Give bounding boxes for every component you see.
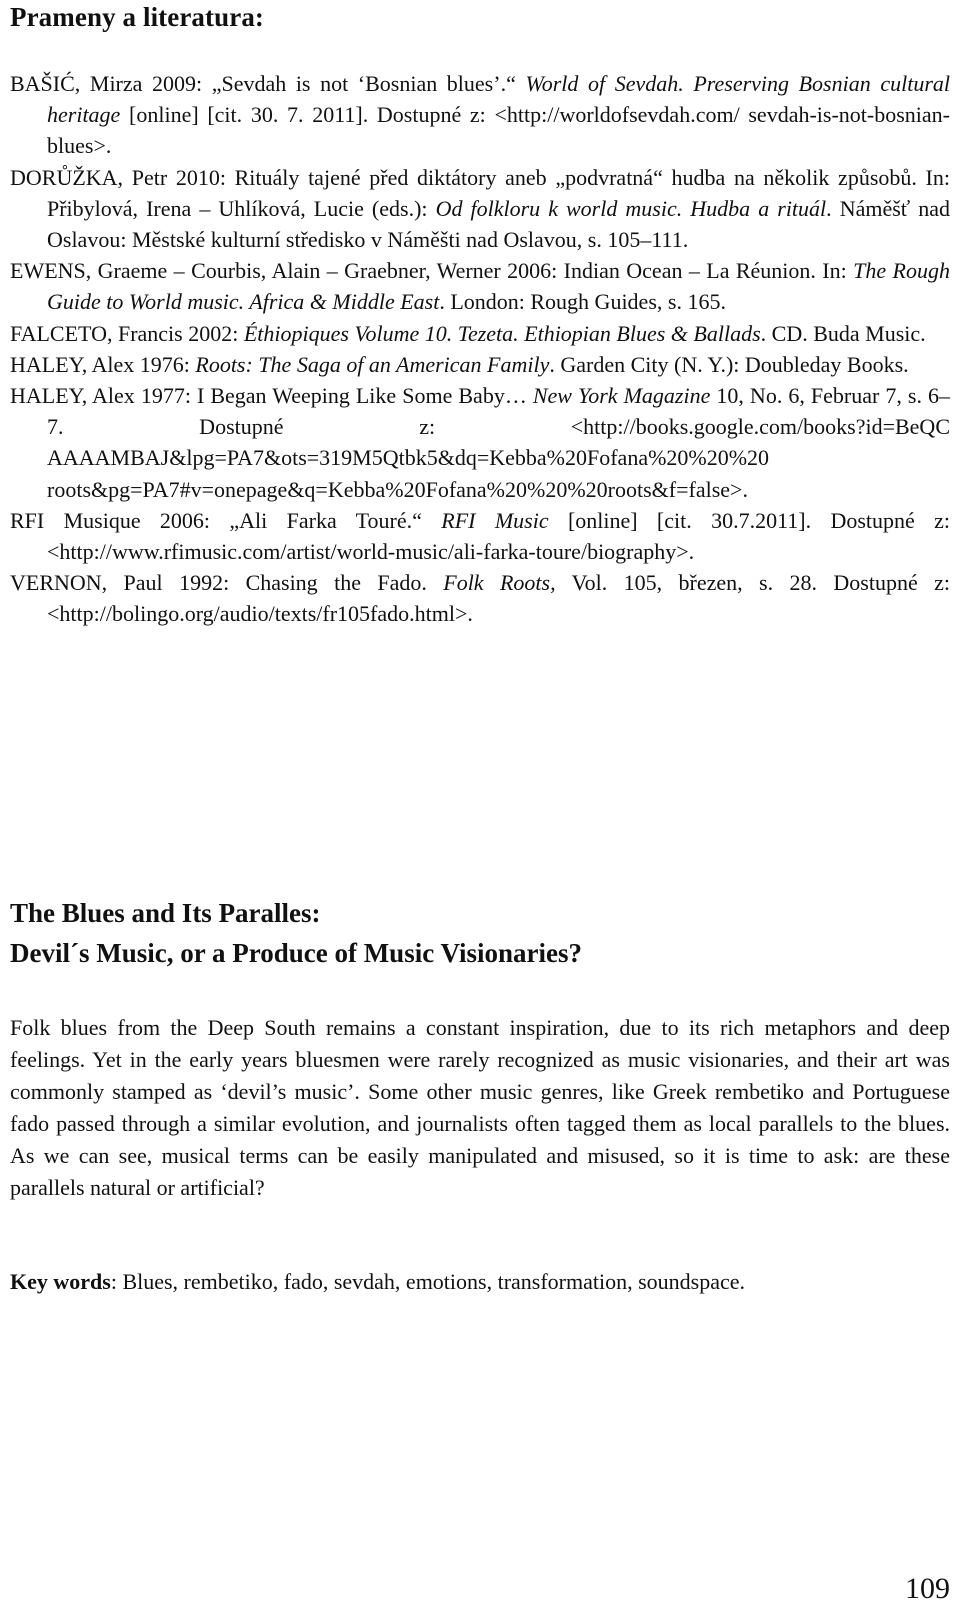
reference-text: HALEY, Alex 1976: [10,351,196,377]
reference-entry [10,162,950,256]
reference-text: BAŠIĆ, Mirza 2009: „Sevdah is not ‘Bosnian blues’.“ [10,71,526,96]
reference-text: . London: Rough Guides, s. 165. [439,289,726,315]
reference-entry [10,505,950,567]
abstract-title-line1: The Blues and Its Paralles: [10,898,321,928]
reference-text: 10, No. 6, Februar 7, s. 6–7. Dostupné z: <http://books.google.com/books?id=BeQC AAAAMBAJ&lpg=PA7&ots=319M5Qtbk5&dq=Kebba%20Fofana%20%20%20 roots&pg=PA7#v=onepage&q=Kebba%20Fofana%20%20%20roots&f=false>. [47,383,950,502]
abstract-title-line2: Devil´s Music, or a Produce of Music Visionaries? [10,938,582,968]
reference-entry [10,567,950,629]
section-title: Prameny a literatura: [10,2,265,32]
reference-title-italic: The Rough Guide to World music. Africa & Middle East [47,258,950,315]
reference-title-italic: Folk Roots, [443,570,556,596]
reference-title-italic: New York Magazine [532,383,711,409]
page-number: 109 [905,1572,950,1605]
reference-entry [10,318,950,349]
reference-title-italic: World of Sevdah. Preserving Bosnian cultural heritage [47,71,950,128]
reference-text: [online] [cit. 30. 7. 2011]. Dostupné z: <http://worldofsevdah.com/ sevdah-is-not-bosnian-blues>. [47,102,950,159]
reference-entry [10,68,950,162]
reference-title-italic: Od folkloru k world music. Hudba a rituál [435,195,827,221]
reference-text: RFI Musique 2006: „Ali Farka Touré.“ [10,507,442,533]
reference-title-italic: RFI Music [441,507,549,533]
reference-text: FALCETO, Francis 2002: [10,320,244,346]
reference-text: Vol. 105, březen, s. 28. Dostupné z: <http://bolingo.org/audio/texts/fr105fado.html>. [47,570,950,627]
reference-text: EWENS, Graeme – Courbis, Alain – Graebner, Werner 2006: Indian Ocean – La Réunion. In: [10,258,854,284]
abstract-title [10,893,582,973]
reference-text: . Garden City (N. Y.): Doubleday Books. [549,351,909,377]
reference-text: HALEY, Alex 1977: I Began Weeping Like Some Baby… [10,383,533,409]
reference-entry [10,349,950,380]
keywords-text: : Blues, rembetiko, fado, sevdah, emotions, transformation, soundspace. [110,1269,746,1294]
keywords-label: Key words [10,1269,111,1294]
reference-entry [10,255,950,317]
reference-text: . CD. Buda Music. [760,320,926,346]
reference-text: . Náměšť nad Oslavou: Městské kulturní středisko v Náměšti nad Oslavou, s. 105–111. [47,195,951,253]
reference-text: [online] [cit. 30.7.2011]. Dostupné z: <http://www.rfimusic.com/artist/world-music/ali-farka-toure/biography>. [47,507,951,565]
reference-title-italic: Roots: The Saga of an American Family [195,351,550,377]
reference-text: VERNON, Paul 1992: Chasing the Fado. [10,570,444,596]
reference-text: DORŮŽKA, Petr 2010: Rituály tajené před diktátory aneb „podvratná“ hudba na několik způsobů. In: Přibylová, Irena – Uhlíková, Lucie (eds.): [10,164,950,221]
reference-title-italic: Éthiopiques Volume 10. Tezeta. Ethiopian Blues & Ballads [243,320,761,346]
reference-list [10,68,950,630]
abstract-text: Folk blues from the Deep South remains a constant inspiration, due to its rich metaphors and deep feelings. Yet in the early years bluesmen were rarely recognized as music visionaries, and their art was commonly stamped as ‘devil’s music’. Some other music genres, like Greek rembetiko and Portuguese fado passed through a similar evolution, and journalists often tagged them as local parallels to the blues. As we can see, musical terms can be easily manipulated and misused, so it is time to ask: are these parallels natural or artificial? [10,1015,950,1200]
keywords [10,1266,950,1298]
reference-entry [10,380,950,505]
